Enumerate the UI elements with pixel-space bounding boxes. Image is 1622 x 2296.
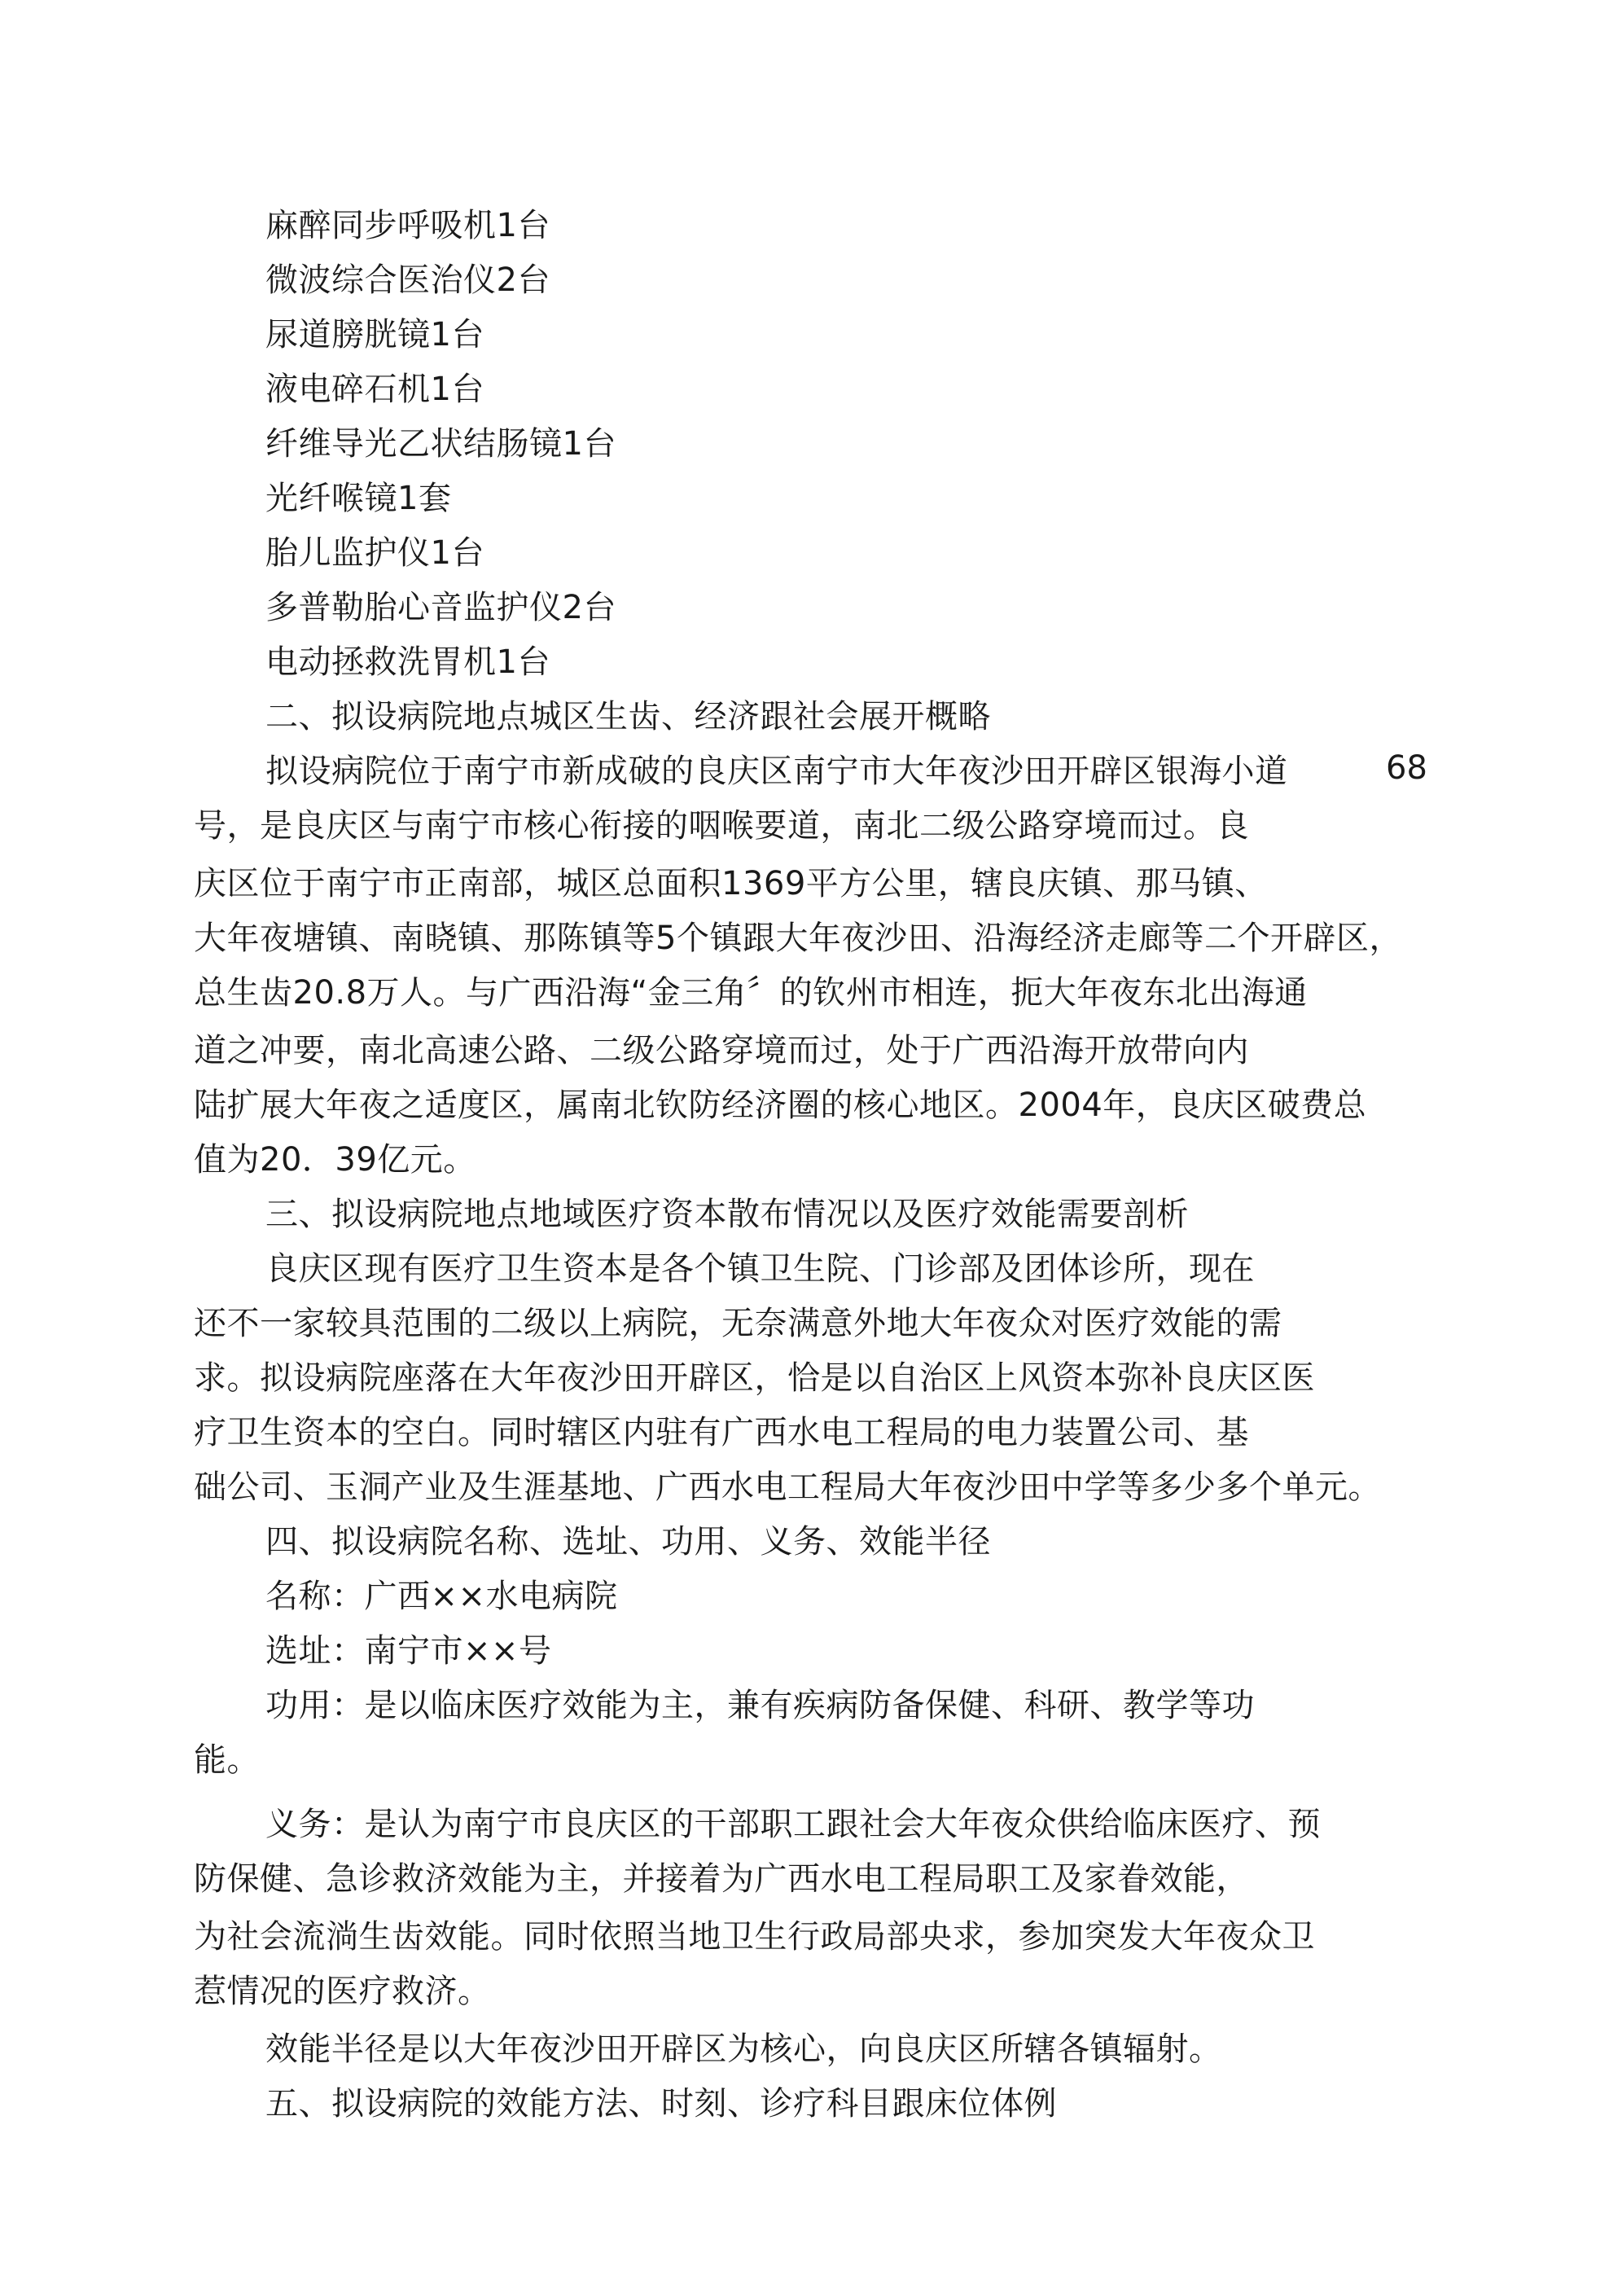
equipment-item: 尿道膀胱镜1台 [265, 316, 484, 353]
section-heading: 四、拟设病院名称、选址、功用、义务、效能半径 [265, 1523, 991, 1561]
paragraph-line: 义务：是认为南宁市良庆区的干部职工跟社会大年夜众供给临床医疗、预 [265, 1806, 1321, 1843]
paragraph-line: 号，是良庆区与南宁市核心衔接的咽喉要道，南北二级公路穿境而过。良 [194, 807, 1249, 845]
page-number: 68 [1386, 749, 1427, 787]
paragraph-line: 良庆区现有医疗卫生资本是各个镇卫生院、门诊部及团体诊所，现在 [265, 1250, 1255, 1288]
equipment-item: 纤维导光乙状结肠镜1台 [265, 425, 616, 463]
paragraph-line: 疗卫生资本的空白。同时辖区内驻有广西水电工程局的电力装置公司、基 [194, 1414, 1249, 1451]
paragraph-line: 值为20．39亿元。 [194, 1141, 476, 1179]
paragraph-line: 功用：是以临床医疗效能为主，兼有疾病防备保健、科研、教学等功 [265, 1687, 1255, 1724]
paragraph-line: 庆区位于南宁市正南部，城区总面积1369平方公里，辖良庆镇、那马镇、 [194, 865, 1268, 902]
paragraph-line: 陆扩展大年夜之适度区，属南北钦防经济圈的核心地区。2004年，良庆区破费总 [194, 1087, 1367, 1124]
paragraph-line: 道之冲要，南北高速公路、二级公路穿境而过，处于广西沿海开放带向内 [194, 1032, 1249, 1069]
paragraph-line: 防保健、急诊救济效能为主，并接着为广西水电工程局职工及家眷效能， [194, 1860, 1249, 1898]
equipment-item: 液电碎石机1台 [265, 371, 484, 408]
paragraph-line: 能。 [194, 1741, 260, 1779]
hospital-site: 选址：南宁市××号 [265, 1632, 552, 1670]
equipment-item: 微波综合医治仪2台 [265, 261, 550, 299]
equipment-item: 多普勒胎心音监护仪2台 [265, 589, 616, 626]
paragraph-line: 大年夜塘镇、南晓镇、那陈镇等5个镇跟大年夜沙田、沿海经济走廊等二个开辟区， [194, 920, 1402, 957]
equipment-item: 光纤喉镜1套 [265, 480, 452, 517]
paragraph-line: 惹情况的医疗救济。 [194, 1973, 491, 2010]
paragraph-line: 为社会流淌生齿效能。同时依照当地卫生行政局部央求，参加突发大年夜众卫 [194, 1918, 1315, 1956]
paragraph-line: 还不一家较具范围的二级以上病院，无奈满意外地大年夜众对医疗效能的需 [194, 1305, 1282, 1342]
section-heading: 二、拟设病院地点城区生齿、经济跟社会展开概略 [265, 698, 991, 735]
paragraph-line: 效能半径是以大年夜沙田开辟区为核心，向良庆区所辖各镇辐射。 [265, 2030, 1222, 2068]
hospital-name: 名称：广西××水电病院 [265, 1578, 618, 1615]
paragraph-line: 求。拟设病院座落在大年夜沙田开辟区，恰是以自治区上风资本弥补良庆区医 [194, 1359, 1315, 1397]
paragraph-line: 础公司、玉洞产业及生涯基地、广西水电工程局大年夜沙田中学等多少多个单元。 [194, 1468, 1381, 1506]
paragraph-line: 总生齿20.8万人。与广西沿海“金三角〞的钦州市相连，扼大年夜东北出海通 [194, 974, 1308, 1012]
section-heading: 五、拟设病院的效能方法、时刻、诊疗科目跟床位体例 [265, 2085, 1057, 2123]
equipment-item: 电动拯救洗胃机1台 [265, 643, 550, 681]
paragraph-line: 拟设病院位于南宁市新成破的良庆区南宁市大年夜沙田开辟区银海小道 [265, 753, 1288, 790]
equipment-item: 麻醉同步呼吸机1台 [265, 207, 550, 244]
section-heading: 三、拟设病院地点地域医疗资本散布情况以及医疗效能需要剖析 [265, 1196, 1189, 1233]
equipment-item: 胎儿监护仪1台 [265, 534, 484, 572]
